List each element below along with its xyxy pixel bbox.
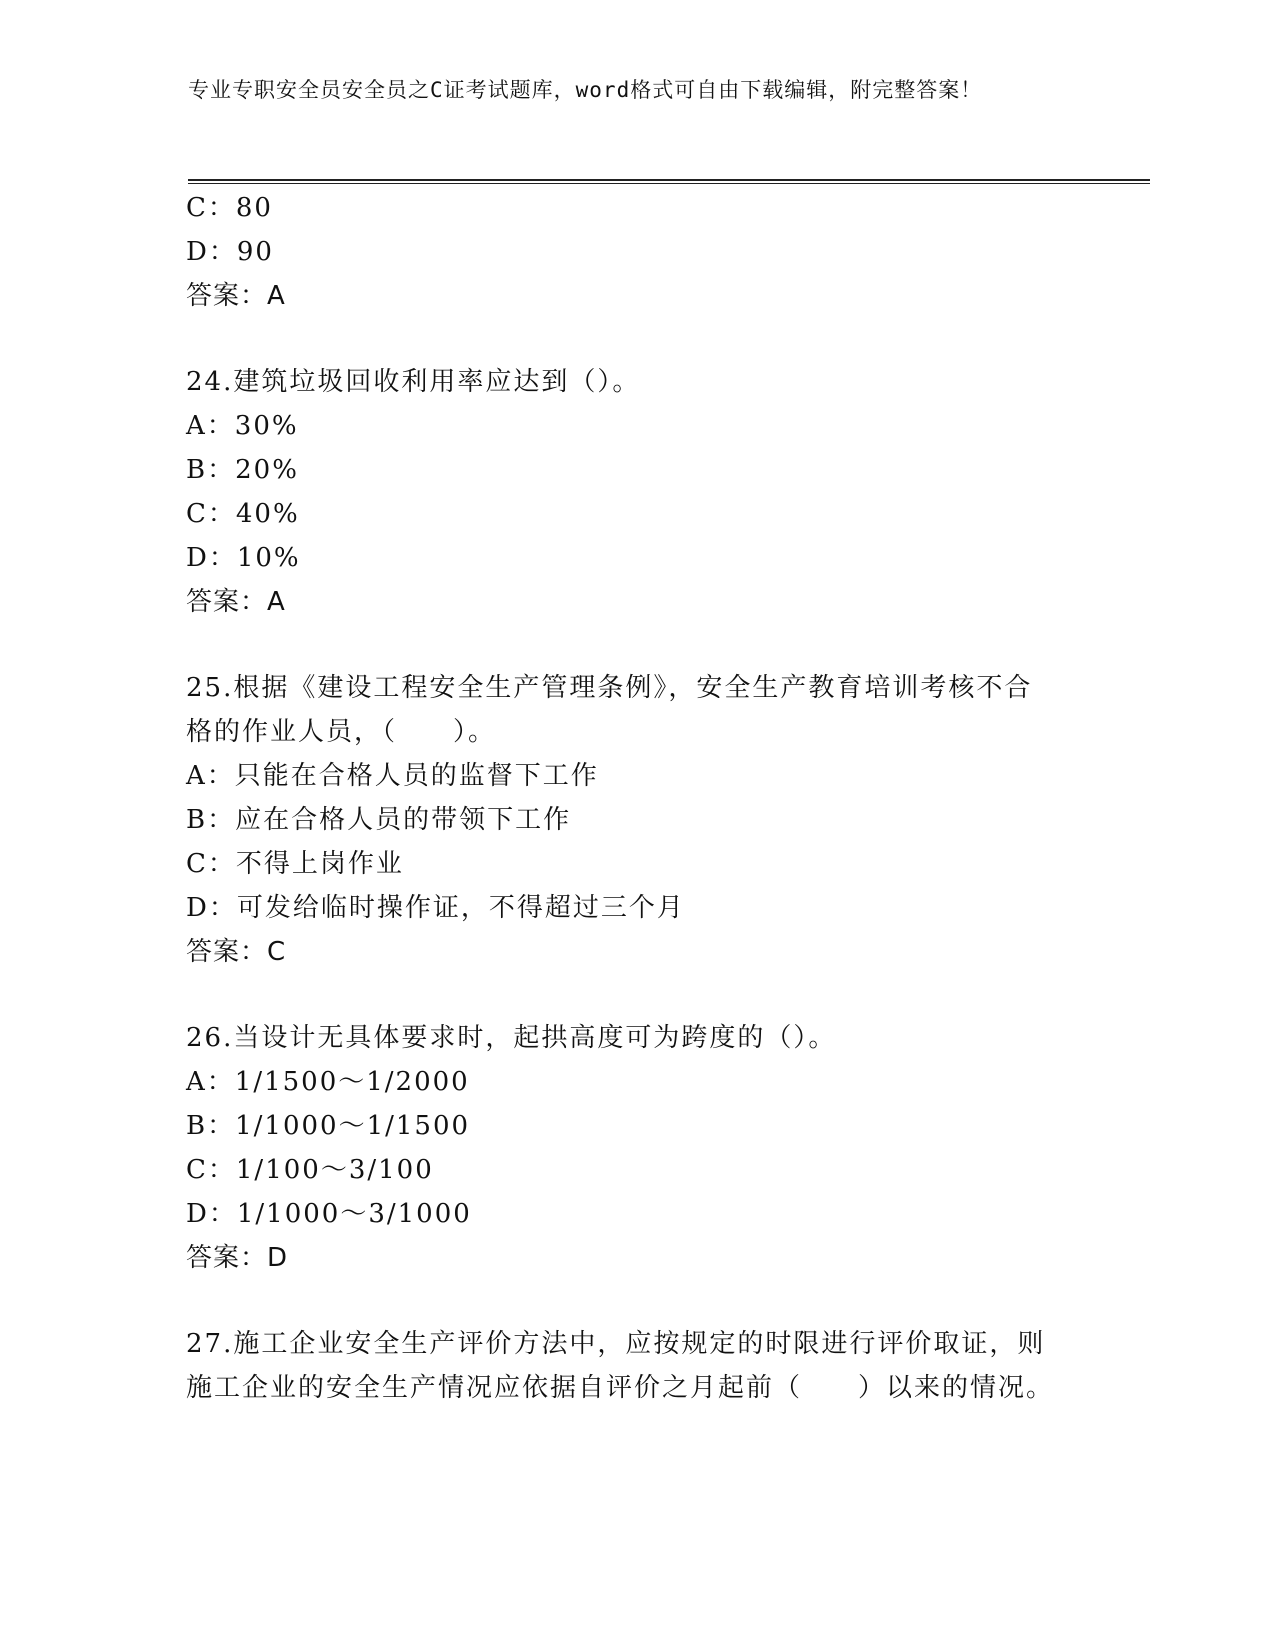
option-c-q25: C：不得上岗作业: [186, 849, 404, 879]
header-rule-thin: [188, 183, 1150, 184]
option-d-q25: D：可发给临时操作证，不得超过三个月: [186, 893, 685, 923]
option-c-q26: C：1/100～3/100: [186, 1155, 434, 1185]
answer-q23: 答案：A: [186, 281, 286, 311]
option-d-q24: D：10%: [186, 543, 301, 573]
question-27-line-2: 施工企业的安全生产情况应依据自评价之月起前（ ）以来的情况。: [186, 1373, 1055, 1403]
answer-q26: 答案：D: [186, 1243, 289, 1273]
answer-q25: 答案：C: [186, 937, 287, 967]
question-27-line-1: 27.施工企业安全生产评价方法中，应按规定的时限进行评价取证，则: [186, 1329, 1046, 1359]
option-a-q25: A：只能在合格人员的监督下工作: [186, 761, 599, 791]
option-a-q24: A：30%: [186, 411, 299, 441]
option-a-q26: A：1/1500～1/2000: [186, 1067, 470, 1097]
header-rule: [188, 179, 1150, 181]
option-b-q26: B：1/1000～1/1500: [186, 1111, 471, 1141]
page-header: 专业专职安全员安全员之C证考试题库，word格式可自由下载编辑，附完整答案！: [188, 78, 983, 102]
option-d-q26: D：1/1000～3/1000: [186, 1199, 472, 1229]
question-24: 24.建筑垃圾回收利用率应达到（）。: [186, 367, 641, 397]
question-25-line-1: 25.根据《建设工程安全生产管理条例》，安全生产教育培训考核不合: [186, 673, 1033, 703]
question-25-line-2: 格的作业人员，（ ）。: [186, 717, 497, 747]
option-b-q25: B：应在合格人员的带领下工作: [186, 805, 572, 835]
option-c-q24: C：40%: [186, 499, 300, 529]
answer-q24: 答案：A: [186, 587, 286, 617]
option-d-q23: D：90: [186, 237, 274, 267]
option-b-q24: B：20%: [186, 455, 299, 485]
option-c-q23: C：80: [186, 193, 273, 223]
question-26: 26.当设计无具体要求时，起拱高度可为跨度的（）。: [186, 1023, 837, 1053]
